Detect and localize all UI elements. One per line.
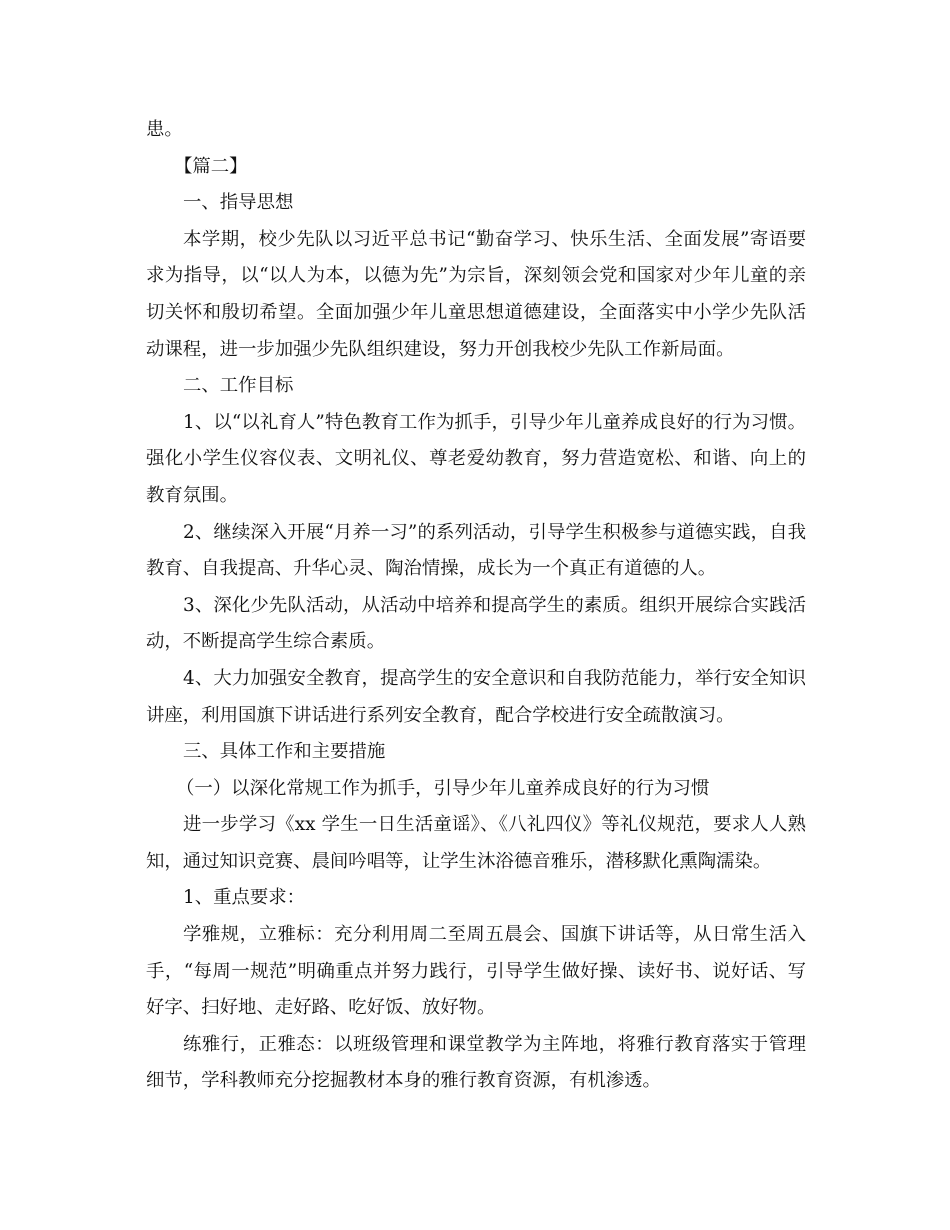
paragraph-learn-rules: 学雅规，立雅标：充分利用周二至周五晨会、国旗下讲话等，从日常生活入手，“每周一规范”明确重点并努力践行，引导学生做好操、读好书、说好话、写好字、扫好地、走好路、吃好饭、放好物。 [146,924,806,1019]
paragraph-goal-4: 4、大力加强安全教育，提高学生的安全意识和自我防范能力，举行安全知识讲座，利用国旗下讲话进行系列安全教育，配合学校进行安全疏散演习。 [146,667,806,726]
document-body [146,112,806,1100]
section-tag: 【篇二】 [174,155,248,177]
subheading-routine-work: （一）以深化常规工作为抓手，引导少年儿童养成良好的行为习惯 [176,777,710,799]
heading-work-goals: 二、工作目标 [183,375,294,397]
heading-guiding-ideology: 一、指导思想 [183,192,294,214]
paragraph-goal-1: 1、以“以礼育人”特色教育工作为抓手，引导少年儿童养成良好的行为习惯。强化小学生仪容仪表、文明礼仪、尊老爱幼教育，努力营造宽松、和谐、向上的教育氛围。 [146,411,806,506]
heading-key-requirements: 1、重点要求： [183,887,306,909]
paragraph-guiding-ideology: 本学期，校少先队以习近平总书记“勤奋学习、快乐生活、全面发展”寄语要求为指导，以“以人为本，以德为先”为宗旨，深刻领会党和国家对少年儿童的亲切关怀和殷切希望。全面加强少年儿童思想道德建设，全面落实中小学少先队活动课程，进一步加强少先队组织建设，努力开创我校少先队工作新局面。 [146,228,806,360]
paragraph-goal-2: 2、继续深入开展“月养一习”的系列活动，引导学生积极参与道德实践，自我教育、自我提高、升华心灵、陶治情操，成长为一个真正有道德的人。 [146,521,806,580]
heading-measures: 三、具体工作和主要措施 [183,741,386,763]
paragraph-practice-conduct: 练雅行，正雅态：以班级管理和课堂教学为主阵地，将雅行教育落实于管理细节，学科教师充分挖掘教材本身的雅行教育资源，有机渗透。 [146,1033,806,1092]
paragraph-etiquette-study: 进一步学习《xx 学生一日生活童谣》、《八礼四仪》等礼仪规范，要求人人熟知，通过知识竞赛、晨间吟唱等，让学生沐浴德音雅乐，潜移默化熏陶濡染。 [146,814,806,872]
paragraph-goal-3: 3、深化少先队活动，从活动中培养和提高学生的素质。组织开展综合实践活动，不断提高学生综合素质。 [146,594,806,653]
paragraph-continuation: 患。 [146,119,183,140]
